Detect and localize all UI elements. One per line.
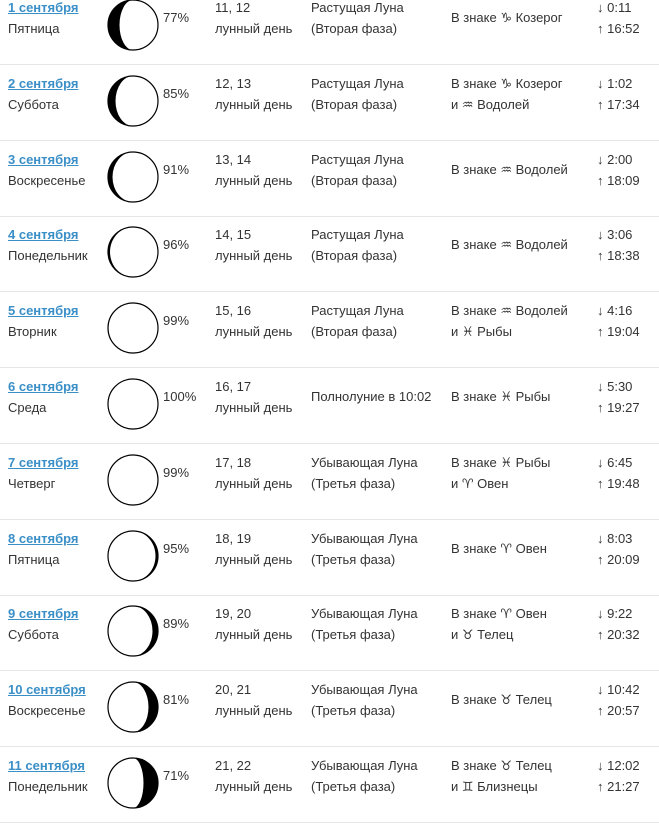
moon-outline (108, 606, 158, 656)
phase-sub: (Третья фаза) (311, 779, 396, 794)
day-row (0, 368, 659, 444)
illumination-percent: 71% (163, 768, 190, 783)
moonrise-time: ↑ 18:09 (597, 172, 640, 188)
day-row (0, 671, 659, 747)
moon-shadow (108, 76, 133, 126)
moon-shadow (108, 303, 133, 353)
phase-name: Убывающая Луна (311, 682, 418, 698)
moon-phase-icon (106, 680, 160, 734)
zodiac-sign: В знаке ♓ Рыбы (451, 454, 551, 470)
moon-phase-icon (106, 529, 160, 583)
phase-name: Растущая Луна (311, 227, 404, 243)
phase-sub: (Третья фаза) (311, 475, 396, 491)
date-link[interactable]: 9 сентября (8, 606, 79, 622)
date-link[interactable]: 10 сентября (8, 682, 86, 698)
moonset-time: ↓ 8:03 (597, 530, 633, 546)
moonset-time: ↓ 2:00 (597, 151, 633, 167)
zodiac-sign: В знаке ♒ Водолей (451, 237, 568, 253)
zodiac-sign: В знаке ♉ Телец (451, 692, 552, 708)
moon-shadow (108, 227, 133, 277)
zodiac-sign-next: и ♊ Близнецы (451, 779, 538, 794)
moonrise-time: ↑ 20:09 (597, 551, 640, 567)
zodiac-sign: В знаке ♒ Водолей (451, 303, 568, 319)
moon-phase-icon (106, 225, 160, 279)
lunar-day-caption: лунный день (215, 96, 293, 112)
lunar-days: 12, 13 (215, 75, 252, 91)
zodiac-sign: В знаке ♓ Рыбы (451, 389, 551, 404)
illumination-percent: 99% (163, 313, 190, 329)
moonrise-time: ↑ 20:57 (597, 703, 640, 719)
phase-name: Убывающая Луна (311, 758, 418, 773)
zodiac-sign: В знаке ♒ Водолей (451, 161, 568, 177)
moonset-time: ↓ 4:16 (597, 303, 633, 319)
lunar-day-caption: лунный день (215, 324, 293, 340)
moon-shadow (108, 0, 133, 50)
lunar-days: 11, 12 (215, 0, 251, 15)
lunar-day-caption: лунный день (215, 248, 293, 264)
illumination-percent: 95% (163, 540, 190, 556)
phase-name: Убывающая Луна (311, 530, 418, 546)
phase-sub: (Вторая фаза) (311, 248, 398, 264)
weekday-label: Среда (8, 400, 47, 415)
lunar-day-caption: лунный день (215, 400, 293, 415)
zodiac-sign-next: и ♓ Рыбы (451, 324, 512, 340)
lunar-day-caption: лунный день (215, 172, 293, 188)
moonset-time: ↓ 12:02 (597, 758, 640, 773)
illumination-percent: 99% (163, 464, 190, 480)
moonset-time: ↓ 3:06 (597, 227, 633, 243)
weekday-label: Суббота (8, 96, 59, 112)
moonset-time: ↓ 5:30 (597, 379, 633, 394)
phase-name: Растущая Луна (311, 0, 404, 15)
moon-phase-icon (106, 301, 160, 355)
weekday-label: Воскресенье (8, 172, 86, 188)
moon-outline (108, 303, 158, 353)
moonset-time: ↓ 9:22 (597, 606, 633, 622)
day-row (0, 520, 659, 596)
moonrise-time: ↑ 18:38 (597, 248, 640, 264)
moonrise-time: ↑ 19:27 (597, 400, 640, 415)
day-row (0, 292, 659, 368)
date-link[interactable]: 11 сентября (8, 758, 86, 773)
moon-shadow (133, 682, 158, 732)
lunar-days: 14, 15 (215, 227, 252, 243)
moonset-time: ↓ 0:11 (597, 0, 632, 15)
lunar-day-caption: лунный день (215, 551, 293, 567)
phase-sub: (Третья фаза) (311, 551, 396, 567)
zodiac-sign-next: и ♉ Телец (451, 627, 514, 643)
moon-phase-icon (106, 74, 160, 128)
zodiac-sign: В знаке ♑ Козерог (451, 75, 563, 91)
lunar-days: 19, 20 (215, 606, 252, 622)
zodiac-sign: В знаке ♉ Телец (451, 758, 552, 773)
moon-phase-icon (106, 377, 160, 431)
moonset-time: ↓ 1:02 (597, 75, 633, 91)
zodiac-sign-next: и ♈ Овен (451, 475, 509, 491)
moon-shadow (133, 531, 158, 581)
day-row (0, 0, 659, 65)
illumination-percent: 91% (163, 161, 190, 177)
date-link[interactable]: 6 сентября (8, 379, 79, 394)
moonrise-time: ↑ 20:32 (597, 627, 640, 643)
weekday-label: Воскресенье (8, 703, 86, 719)
day-row (0, 595, 659, 671)
moon-outline (108, 455, 158, 505)
moonrise-time: ↑ 16:52 (597, 21, 640, 36)
day-row (0, 747, 659, 823)
illumination-percent: 81% (163, 692, 190, 708)
illumination-percent: 89% (163, 616, 190, 632)
phase-sub: (Третья фаза) (311, 627, 396, 643)
moonrise-time: ↑ 19:04 (597, 324, 640, 340)
moon-phase-icon (106, 150, 160, 204)
day-row (0, 444, 659, 520)
moon-phase-icon (106, 0, 160, 52)
illumination-percent: 85% (163, 85, 190, 101)
weekday-label: Четверг (8, 475, 56, 491)
lunar-days: 16, 17 (215, 379, 252, 394)
zodiac-sign: В знаке ♑ Козерог (451, 10, 563, 25)
weekday-label: Вторник (8, 324, 57, 340)
day-row (0, 216, 659, 292)
date-link[interactable]: 3 сентября (8, 151, 79, 167)
moonset-time: ↓ 6:45 (597, 454, 633, 470)
moon-outline (108, 379, 158, 429)
moon-outline (108, 152, 158, 202)
phase-name: Растущая Луна (311, 75, 404, 91)
moon-outline (108, 531, 158, 581)
illumination-percent: 96% (163, 237, 190, 253)
phase-sub: (Вторая фаза) (311, 21, 398, 36)
lunar-days: 20, 21 (215, 682, 252, 698)
date-link[interactable]: 8 сентября (8, 530, 79, 546)
illumination-percent: 100% (163, 389, 197, 404)
weekday-label: Суббота (8, 627, 59, 643)
phase-sub: (Вторая фаза) (311, 172, 398, 188)
lunar-day-caption: лунный день (215, 779, 293, 794)
zodiac-sign: В знаке ♈ Овен (451, 606, 547, 622)
moon-phase-icon (106, 604, 160, 658)
date-link[interactable]: 1 сентября (8, 0, 79, 15)
phase-name: Убывающая Луна (311, 606, 418, 622)
moonrise-time: ↑ 17:34 (597, 96, 640, 112)
lunar-days: 17, 18 (215, 454, 252, 470)
zodiac-sign-next: и ♒ Водолей (451, 96, 530, 112)
date-link[interactable]: 4 сентября (8, 227, 79, 243)
moon-shadow (133, 455, 158, 505)
illumination-percent: 77% (163, 10, 190, 25)
phase-name: Растущая Луна (311, 151, 404, 167)
phase-name: Растущая Луна (311, 303, 404, 319)
moon-phase-icon (106, 453, 160, 507)
phase-name: Полнолуние в 10:02 (311, 389, 432, 404)
lunar-day-caption: лунный день (215, 627, 293, 643)
moon-phase-icon (106, 756, 160, 810)
lunar-day-caption: лунный день (215, 475, 293, 491)
weekday-label: Пятница (8, 21, 60, 36)
lunar-days: 13, 14 (215, 151, 252, 167)
phase-sub: (Третья фаза) (311, 703, 396, 719)
day-row (0, 65, 659, 141)
phase-name: Убывающая Луна (311, 454, 418, 470)
moonrise-time: ↑ 19:48 (597, 475, 640, 491)
lunar-days: 18, 19 (215, 530, 252, 546)
lunar-days: 15, 16 (215, 303, 252, 319)
lunar-day-caption: лунный день (215, 703, 293, 719)
moon-shadow (108, 152, 133, 202)
phase-sub: (Вторая фаза) (311, 324, 398, 340)
weekday-label: Пятница (8, 551, 60, 567)
weekday-label: Понедельник (8, 248, 88, 264)
moonset-time: ↓ 10:42 (597, 682, 640, 698)
date-link[interactable]: 7 сентября (8, 454, 79, 470)
lunar-days: 21, 22 (215, 758, 252, 773)
weekday-label: Понедельник (8, 779, 88, 794)
moon-shadow (133, 606, 158, 656)
lunar-day-caption: лунный день (215, 21, 293, 36)
zodiac-sign: В знаке ♈ Овен (451, 540, 547, 556)
date-link[interactable]: 2 сентября (8, 75, 79, 91)
moonrise-time: ↑ 21:27 (597, 779, 640, 794)
moon-outline (108, 227, 158, 277)
day-row (0, 141, 659, 217)
date-link[interactable]: 5 сентября (8, 303, 79, 319)
phase-sub: (Вторая фаза) (311, 96, 398, 112)
